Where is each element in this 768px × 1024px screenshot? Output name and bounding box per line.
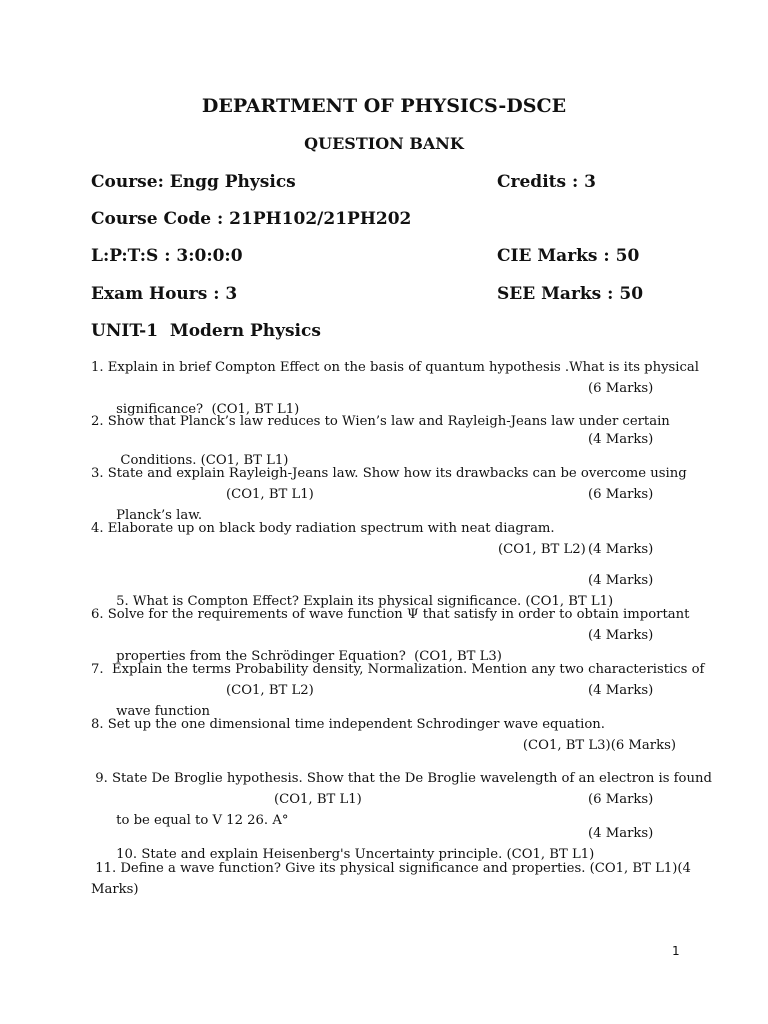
question-text: to be equal to V 12 26. A°	[116, 813, 289, 828]
question-marks: (4 Marks)	[588, 628, 654, 643]
question-co: (CO1, BT L2)	[226, 683, 314, 698]
question-text: 7. Explain the terms Probability density, Normalization. Mention any two characteristics of	[91, 662, 705, 677]
course-code: Course Code : 21PH102/21PH202	[91, 209, 412, 229]
question-co-marks: (CO1, BT L3)(6 Marks)	[522, 738, 676, 753]
unit-heading: UNIT-1 Modern Physics	[91, 321, 321, 341]
question-4	[91, 518, 679, 560]
see-marks: SEE Marks : 50	[497, 284, 644, 304]
exam-hours-row	[91, 284, 691, 308]
question-10	[91, 823, 679, 862]
question-marks: (6 Marks)	[588, 487, 654, 502]
credits: Credits : 3	[497, 172, 597, 192]
question-marks: (4 Marks)	[588, 826, 654, 841]
question-co: (CO1, BT L1)	[226, 487, 314, 502]
question-text: 4. Elaborate up on black body radiation spectrum with neat diagram.	[91, 521, 555, 536]
question-text: 10. State and explain Heisenberg's Uncertainty principle. (CO1, BT L1)	[116, 847, 595, 862]
question-2	[91, 411, 679, 468]
question-text: 5. What is Compton Effect? Explain its physical significance. (CO1, BT L1)	[116, 594, 614, 609]
question-co: (CO1, BT L2)	[498, 542, 586, 557]
question-7	[91, 659, 705, 719]
question-6	[91, 604, 690, 664]
question-text: 2. Show that Planck’s law reduces to Wien’s law and Rayleigh-Jeans law under certain	[91, 414, 670, 429]
question-text: wave function	[116, 704, 210, 719]
course-code-row	[91, 209, 691, 233]
ltps: L:P:T:S : 3:0:0:0	[91, 246, 243, 266]
question-text: 9. State De Broglie hypothesis. Show that the De Broglie wavelength of an electron is found	[91, 771, 712, 786]
document-subtitle: QUESTION BANK	[304, 134, 464, 153]
question-text: significance? (CO1, BT L1)	[116, 402, 300, 417]
question-marks: (4 Marks)	[588, 432, 654, 447]
question-5	[91, 570, 679, 609]
question-marks: (4 Marks)	[588, 542, 654, 557]
question-text: 8. Set up the one dimensional time independent Schrodinger wave equation.	[91, 717, 605, 732]
question-text: properties from the Schrödinger Equation? (CO1, BT L3)	[116, 649, 502, 664]
question-text: 11. Define a wave function? Give its physical significance and properties. (CO1, BT L1)(4	[91, 861, 691, 876]
cie-marks: CIE Marks : 50	[497, 246, 640, 266]
question-8	[91, 714, 679, 756]
question-text: Marks)	[91, 882, 139, 897]
page-number: 1	[672, 944, 680, 958]
course-name: Course: Engg Physics	[91, 172, 296, 192]
question-text: Planck’s law.	[116, 508, 203, 523]
question-text: 3. State and explain Rayleigh-Jeans law. Show how its drawbacks can be overcome using	[91, 466, 687, 481]
question-marks: (4 Marks)	[588, 683, 654, 698]
ltps-row	[91, 246, 691, 270]
question-text: Conditions. (CO1, BT L1)	[116, 453, 289, 468]
question-marks: (6 Marks)	[588, 792, 654, 807]
question-marks: (6 Marks)	[588, 381, 654, 396]
question-11	[91, 858, 691, 900]
question-marks: (4 Marks)	[588, 573, 654, 588]
question-3	[91, 463, 687, 523]
question-1	[91, 357, 699, 417]
question-text: 1. Explain in brief Compton Effect on the basis of quantum hypothesis .What is its physical	[91, 360, 699, 375]
department-title: DEPARTMENT OF PHYSICS-DSCE	[201, 95, 567, 117]
question-text: 6. Solve for the requirements of wave function Ψ that satisfy in order to obtain important	[91, 607, 690, 622]
course-row	[91, 172, 691, 196]
question-co: (CO1, BT L1)	[274, 792, 362, 807]
question-9	[91, 768, 712, 828]
exam-hours: Exam Hours : 3	[91, 284, 238, 304]
